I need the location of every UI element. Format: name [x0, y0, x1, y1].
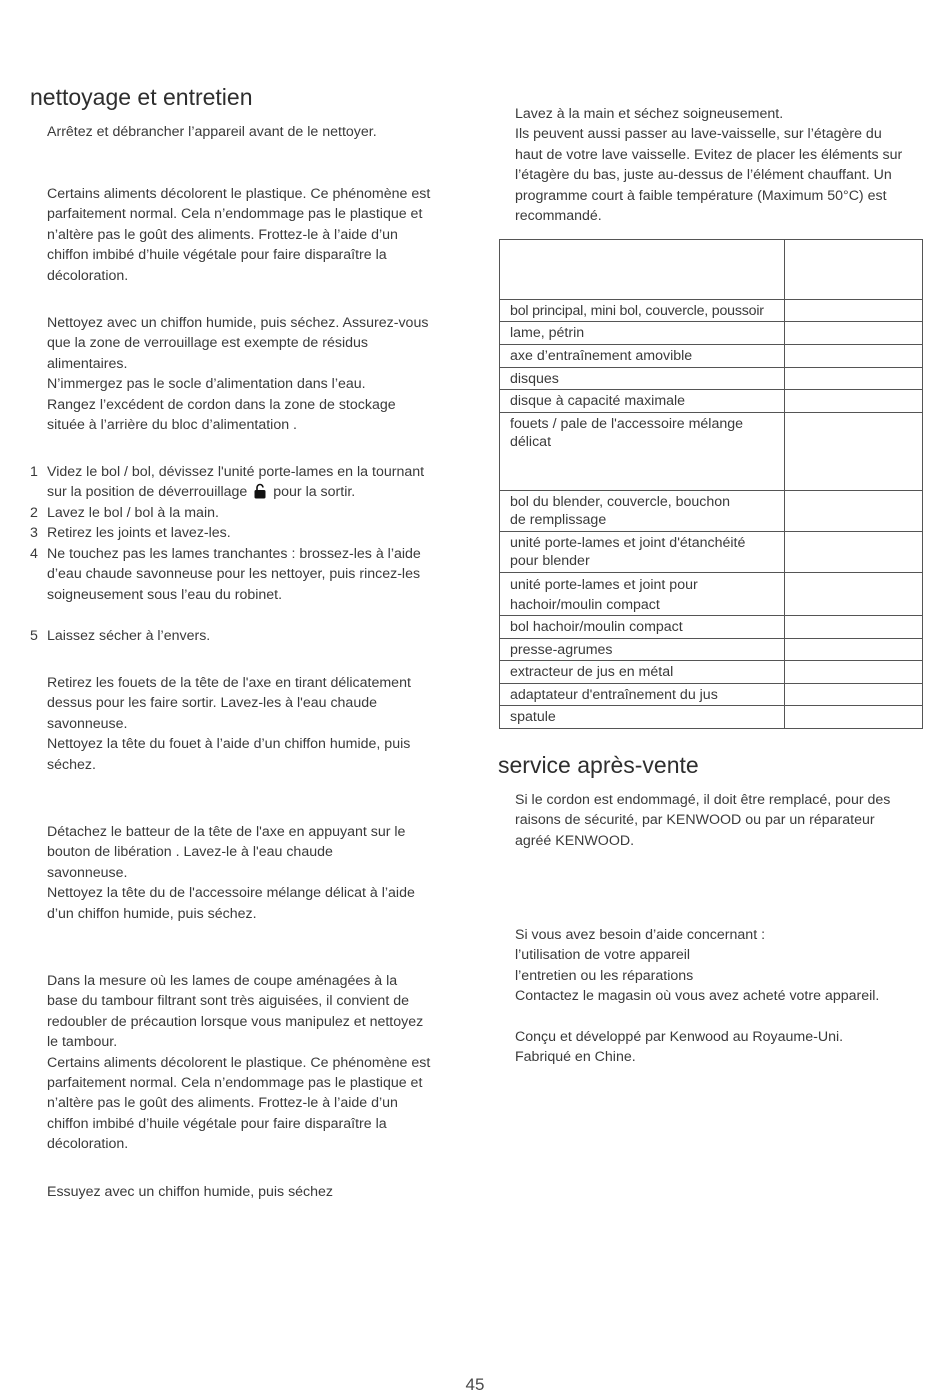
- step-number: 3: [30, 525, 38, 541]
- table-row: [500, 322, 923, 345]
- table-row: [500, 368, 923, 390]
- table-row: [500, 684, 923, 706]
- table-cell: [785, 532, 923, 573]
- table-header-row: [500, 240, 923, 300]
- page-number: 45: [465, 1375, 485, 1394]
- section-title-cleaning: nettoyage et entretien: [30, 84, 253, 110]
- table-row: [500, 345, 923, 368]
- step-number: 4: [30, 546, 38, 562]
- table-cell: adaptateur d'entraînement du jus: [500, 684, 785, 706]
- table-cell: [785, 345, 923, 368]
- step-1-line-2a: sur la position de déverrouillage: [47, 484, 248, 501]
- table-cell: disque à capacité maximale: [500, 390, 785, 413]
- table-cell: axe d’entraînement amovible: [500, 345, 785, 368]
- table-cell: [785, 322, 923, 345]
- step-number: 2: [30, 505, 38, 521]
- table-row: [500, 491, 923, 532]
- wipe-paragraph: Essuyez avec un chiffon humide, puis séchez: [47, 1184, 334, 1200]
- table-cell: unité porte-lames et joint d'étanchéité pour blender: [500, 532, 785, 573]
- table-cell: [785, 368, 923, 390]
- table-cell: presse-agrumes: [500, 639, 785, 661]
- table-cell: [785, 684, 923, 706]
- power-unit-paragraph: Nettoyez avec un chiffon humide, puis séchez. Assurez-vous que la zone de verrouillage est exempte de résidus alimentaires. N’immergez pas le socle d’alimentation dans l’eau. Rangez l’excédent de cordon dans la zone de stockage située à l’arrière du bloc d’alimentation .: [47, 315, 429, 434]
- step-3: Retirez les joints et lavez-les.: [47, 525, 231, 541]
- table-cell: [785, 706, 923, 729]
- table-row: [500, 573, 923, 616]
- table-row: [500, 661, 923, 684]
- table-cell: bol hachoir/moulin compact: [500, 616, 785, 639]
- table-cell: [785, 573, 923, 616]
- table-cell: [500, 240, 785, 300]
- beater-paragraph: Détachez le batteur de la tête de l'axe en appuyant sur le bouton de libération . Lavez-le à l'eau chaude savonneuse. Nettoyez la tête du de l'accessoire mélange délicat à l’aide d’un chiffon humide, puis séchez.: [47, 824, 415, 922]
- cord-damage-paragraph: Si le cordon est endommagé, il doit être remplacé, pour des raisons de sécurité, par KENWOOD ou par un réparateur agréé KENWOOD.: [515, 792, 891, 849]
- table-cell: [785, 491, 923, 532]
- step-number: 1: [30, 464, 38, 480]
- table-row: [500, 413, 923, 491]
- step-1-line-1: Videz le bol / bol, dévissez l'unité porte-lames en la tournant: [47, 464, 425, 480]
- table-cell: [785, 661, 923, 684]
- table-cell: [785, 240, 923, 300]
- table-row: [500, 532, 923, 573]
- step-2: Lavez le bol / bol à la main.: [47, 505, 219, 521]
- table-row: [500, 616, 923, 639]
- cleaning-table: [499, 239, 923, 729]
- table-cell: [785, 413, 923, 491]
- origin-paragraph: Conçu et développé par Kenwood au Royaume-Uni. Fabriqué en Chine.: [515, 1029, 844, 1066]
- unplug-notice: Arrêtez et débrancher l’appareil avant de le nettoyer.: [47, 124, 377, 140]
- step-5: Laissez sécher à l’envers.: [47, 628, 211, 644]
- step-1-line-2: [47, 482, 462, 502]
- table-row: [500, 390, 923, 413]
- table-cell: bol du blender, couvercle, bouchon de remplissage: [500, 491, 785, 532]
- table-row: [500, 706, 923, 729]
- filter-drum-paragraph: Dans la mesure où les lames de coupe aménagées à la base du tambour filtrant sont très aiguisées, il convient de redoubler de précaution lorsque vous manipulez et nettoyez le tambour. Certains aliments décolorent le plastique. Ce phénomène est parfaitement normal. Cela n’endommage pas le plastique et n’altère pas le goût des aliments. Frottez-le à l’aide d’un chiffon imbibé d’huile végétale pour faire disparaître la décoloration.: [47, 973, 431, 1153]
- table-cell: disques: [500, 368, 785, 390]
- table-row: [500, 639, 923, 661]
- table-cell: extracteur de jus en métal: [500, 661, 785, 684]
- step-1-line-2b: pour la sortir.: [273, 484, 356, 501]
- unlock-icon: [254, 483, 266, 499]
- step-1: [47, 462, 462, 503]
- help-paragraph: Si vous avez besoin d’aide concernant : l’utilisation de votre appareil l’entretien ou les réparations Contactez le magasin où vous avez acheté votre appareil.: [515, 927, 880, 1005]
- discoloration-paragraph: Certains aliments décolorent le plastique. Ce phénomène est parfaitement normal. Cela n’endommage pas le plastique et n’altère pas le goût des aliments. Frottez-le à l’aide d’un chiffon imbibé d’huile végétale pour faire disparaître la décoloration.: [47, 186, 431, 284]
- table-cell: lame, pétrin: [500, 322, 785, 345]
- table-cell: [785, 300, 923, 322]
- step-number: 5: [30, 628, 38, 644]
- section-title-service: service après-vente: [498, 752, 699, 778]
- dishwasher-paragraph: Lavez à la main et séchez soigneusement. Ils peuvent aussi passer au lave-vaisselle, sur l’étagère du haut de votre lave vaisselle. Evitez de placer les éléments sur l’étagère du bas, juste au-dessus de l’élément chauffant. Un programme court à faible température (Maximum 50°C) est recommandé.: [515, 106, 903, 225]
- table-row: [500, 300, 923, 322]
- table-cell: bol principal, mini bol, couvercle, poussoir: [500, 300, 785, 322]
- table-cell: fouets / pale de l'accessoire mélange délicat: [500, 413, 785, 491]
- whisk-paragraph: Retirez les fouets de la tête de l'axe en tirant délicatement dessus pour les faire sortir. Lavez-les à l'eau chaude savonneuse. Nettoyez la tête du fouet à l’aide d’un chiffon humide, puis séchez.: [47, 675, 411, 773]
- table-cell: [785, 639, 923, 661]
- table-cell: spatule: [500, 706, 785, 729]
- step-4: Ne touchez pas les lames tranchantes : brossez-les à l’aide d’eau chaude savonneuse pour les nettoyer, puis rincez-les soigneusement sous l’eau du robinet.: [47, 546, 421, 603]
- table-cell: [785, 390, 923, 413]
- table-cell: unité porte-lames et joint pour hachoir/moulin compact: [500, 573, 785, 616]
- table-cell: [785, 616, 923, 639]
